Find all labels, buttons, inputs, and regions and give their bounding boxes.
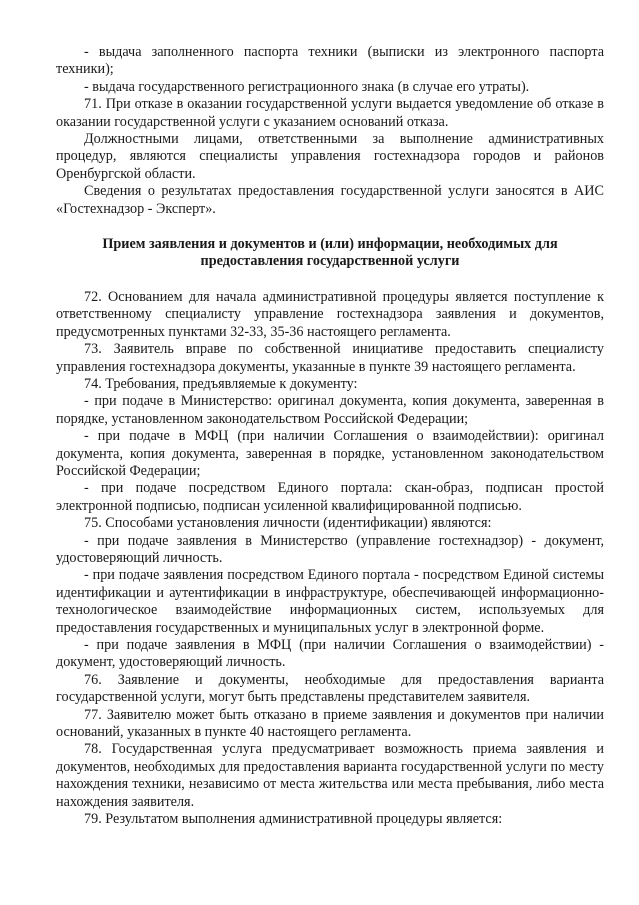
paragraph-71: 71. При отказе в оказании государственной услуги выдается уведомление об отказе в оказании государственной услуги с указанием оснований отказа. xyxy=(56,96,604,130)
paragraph-74: 74. Требования, предъявляемые к документу: xyxy=(84,375,358,392)
paragraph-74-item-1: - при подаче в Министерство: оригинал документа, копия документа, заверенная в порядке, установленном законодательством Российской Федерации; xyxy=(56,393,604,427)
document-page xyxy=(56,44,604,828)
section-heading: Прием заявления и документов и (или) информации, необходимых для предоставления государственной услуги xyxy=(102,236,558,270)
paragraph-78: 78. Государственная услуга предусматривает возможность приема заявления и документов, необходимых для предоставления варианта государственной услуги по месту нахождения техники, независимо от места жительства или места пребывания, либо места нахождения заявителя. xyxy=(56,741,604,810)
paragraph-responsible-persons: Должностными лицами, ответственными за выполнение административных процедур, являются специалисты управления гостехнадзора городов и районов Оренбургской области. xyxy=(56,131,604,182)
intro-item-2: - выдача государственного регистрационного знака (в случае его утраты). xyxy=(84,78,530,95)
spacer xyxy=(56,271,604,289)
paragraph-72: 72. Основанием для начала административной процедуры является поступление к ответственному специалисту управление гостехнадзора заявления и документов, предусмотренных пунктами 32-33, 35-36 настоящего регламента. xyxy=(56,288,604,340)
paragraph-79: 79. Результатом выполнения административной процедуры является: xyxy=(84,811,503,828)
paragraph-75-item-3: - при подаче заявления в МФЦ (при наличии Соглашения о взаимодействии) - документ, удостоверяющий личность. xyxy=(56,637,604,671)
spacer xyxy=(56,218,604,236)
intro-item-1: - выдача заполненного паспорта техники (выписки из электронного паспорта техники); xyxy=(56,44,604,78)
paragraph-73: 73. Заявитель вправе по собственной инициативе предоставить специалисту управления гостехнадзора документы, указанные в пункте 39 настоящего регламента. xyxy=(56,341,604,375)
paragraph-info-system: Сведения о результатах предоставления государственной услуги заносятся в АИС «Гостехнадзор - Эксперт». xyxy=(56,183,604,217)
paragraph-75: 75. Способами установления личности (идентификации) являются: xyxy=(84,515,492,532)
paragraph-75-item-1: - при подаче заявления в Министерство (управление гостехнадзор) - документ, удостоверяющий личность. xyxy=(56,532,604,566)
paragraph-74-item-3: - при подаче посредством Единого портала: скан-образ, подписан простой электронной подписью, подписан усиленной квалифицированной подписью. xyxy=(56,480,604,514)
paragraph-76: 76. Заявление и документы, необходимые для предоставления варианта государственной услуги, могут быть представлены представителем заявителя. xyxy=(56,671,604,706)
paragraph-75-item-2: - при подаче заявления посредством Единого портала - посредством Единой системы идентификации и аутентификации в инфраструктуре, обеспечивающей информационно-технологическое взаимодействие информационных систем, используемых для предоставления государственных и муниципальных услуг в электронной форме. xyxy=(56,567,604,636)
paragraph-77: 77. Заявителю может быть отказано в приеме заявления и документов при наличии оснований, указанных в пункте 40 настоящего регламента. xyxy=(56,706,604,741)
paragraph-74-item-2: - при подаче в МФЦ (при наличии Соглашения о взаимодействии): оригинал документа, копия документа, заверенная в порядке, установленном законодательством Российской Федерации; xyxy=(56,428,604,479)
